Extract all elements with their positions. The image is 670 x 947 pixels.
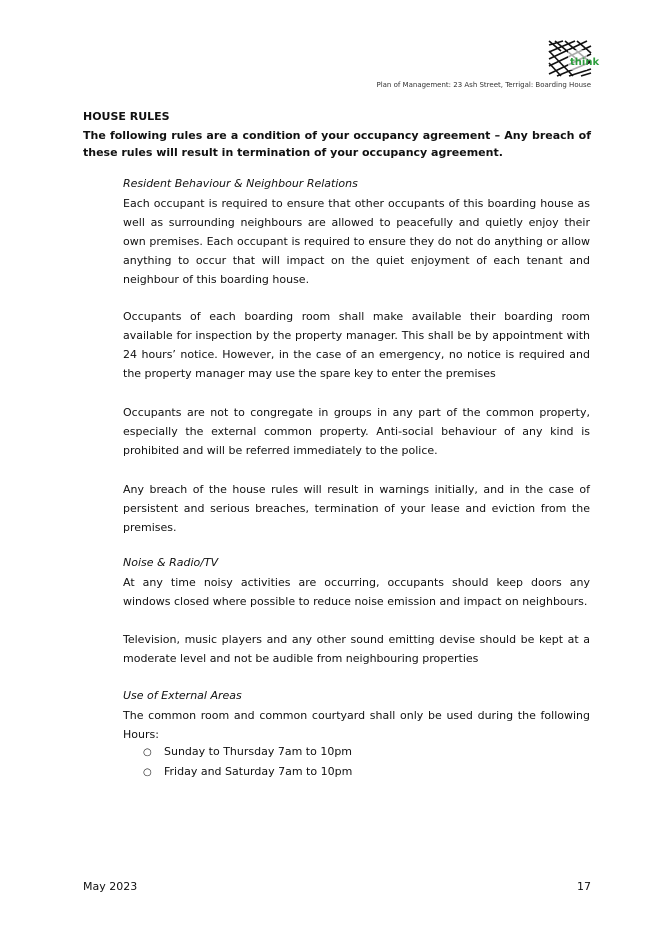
- think-logo-icon: [549, 41, 600, 76]
- list-item: [143, 745, 352, 758]
- house-rules-intro: The following rules are a condition of your occupancy agreement – Any breach of these rules will result in termination of your occupancy agreement.: [83, 129, 591, 159]
- section-title-noise: Noise & Radio/TV: [123, 556, 219, 569]
- list-item: [143, 765, 352, 778]
- paragraph-resident-1: Each occupant is required to ensure that other occupants of this boarding house as well as surrounding neighbours are allowed to peacefully and quietly enjoy their own premises. Each occupant is required to ensure they do not do anything or allow anything to occur that will impact on the quiet enjoyment of each tenant and neighbour of this boarding house.: [123, 197, 590, 286]
- page-number: 17: [577, 880, 591, 893]
- logo-text: think: [570, 57, 600, 68]
- paragraph-resident-4: Any breach of the house rules will result in warnings initially, and in the case of persistent and serious breaches, termination of your lease and eviction from the premises.: [123, 483, 590, 534]
- list-item-text: Sunday to Thursday 7am to 10pm: [164, 745, 353, 758]
- section-title-resident-behaviour: Resident Behaviour & Neighbour Relations: [123, 177, 358, 190]
- section-title-external-areas: Use of External Areas: [123, 689, 242, 702]
- paragraph-resident-2: Occupants of each boarding room shall make available their boarding room available for inspection by the property manager. This shall be by appointment with 24 hours’ notice. However, in the case of an emergency, no notice is required and the property manager may use the spare key to enter the premises: [123, 310, 590, 380]
- paragraph-external: The common room and common courtyard shall only be used during the following Hours:: [123, 709, 590, 741]
- bullet-circle-icon: ○: [143, 767, 152, 778]
- document-header-title: Plan of Management: 23 Ash Street, Terrigal: Boarding House: [376, 81, 591, 89]
- paragraph-noise-1: At any time noisy activities are occurring, occupants should keep doors any windows closed where possible to reduce noise emission and impact on neighbours.: [123, 576, 590, 608]
- list-item-text: Friday and Saturday 7am to 10pm: [164, 765, 353, 778]
- footer-date: May 2023: [83, 880, 138, 893]
- bullet-circle-icon: ○: [143, 747, 152, 758]
- paragraph-resident-3: Occupants are not to congregate in groups in any part of the common property, especially the external common property. Anti-social behaviour of any kind is prohibited and will be referred immediately to the police.: [123, 406, 590, 457]
- house-rules-heading: HOUSE RULES: [83, 110, 170, 123]
- paragraph-noise-2: Television, music players and any other sound emitting devise should be kept at a moderate level and not be audible from neighbouring properties: [123, 633, 590, 665]
